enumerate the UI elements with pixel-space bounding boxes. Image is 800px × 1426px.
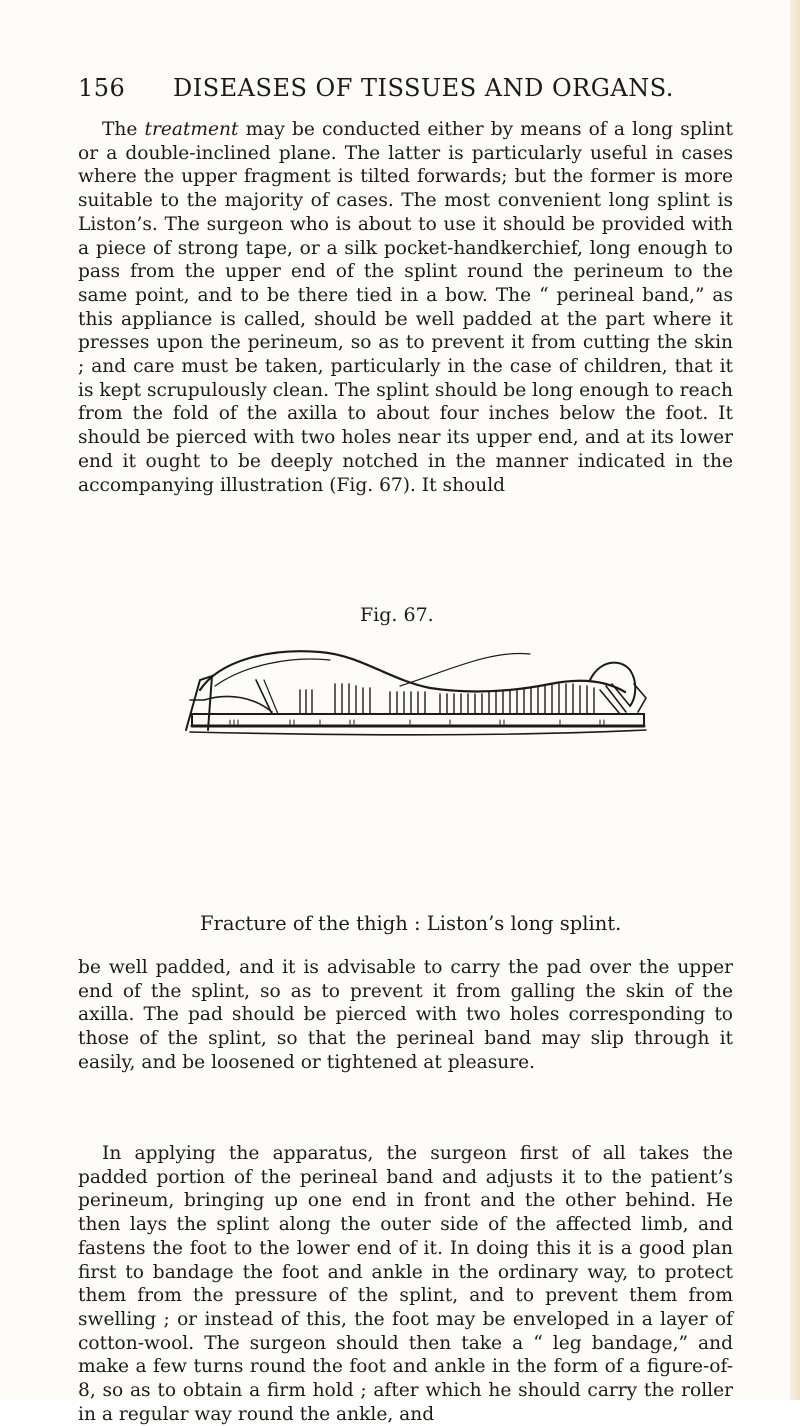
liston-splint-illustration <box>160 640 660 740</box>
paragraph-body: may be conducted either by means of a long splint or a double-inclined plane. The latter is particularly useful in cases where the upper fragment is tilted forwards; but the former is more suitable to the majority of cases. The most convenient long splint is Liston’s. The surgeon who is about to use it should be provided with a piece of strong tape, or a silk pocket-handkerchief, long enough to pass from the upper end of the splint round the perineum to the same point, and to be there tied in a bow. The “ perineal band,” as this appliance is called, should be well padded at the part where it presses upon the perineum, so as to prevent it from cutting the skin ; and care must be taken, particularly in the case of children, that it is kept scrupulously clean. The splint should be long enough to reach from the fold of the axilla to about four inches below the foot. It should be pierced with two holes near its upper end, and at its lower end it ought to be deeply notched in the manner indicated in the accompanying illustration (Fig. 67). It should <box>78 119 733 496</box>
figure-caption: Fracture of the thigh : Liston’s long splint. <box>200 912 622 935</box>
emphasis-treatment: treatment <box>144 119 239 140</box>
paragraph-applying: In applying the apparatus, the surgeon first of all takes the padded portion of the perineal band and adjusts it to the patient’s perineum, bringing up one end in front and the other behind. He then lays the splint along the outer side of the affected limb, and fastens the foot to the lower end of it. In doing this it is a good plan first to bandage the foot and ankle in the ordinary way, to protect them from the pressure of the splint, and to prevent them from swelling ; or instead of this, the foot may be enveloped in a layer of cotton-wool. The surgeon should then take a “ leg bandage,” and make a few turns round the foot and ankle in the form of a figure-of-8, so as to obtain a firm hold ; after which he should carry the roller in a regular way round the ankle, and <box>78 1143 733 1425</box>
paragraph-padding: be well padded, and it is advisable to carry the pad over the upper end of the splint, so as to prevent it from galling the skin of the axilla. The pad should be pierced with two holes corresponding to those of the splint, so that the perineal band may slip through it easily, and be loosened or tightened at pleasure. <box>78 957 733 1073</box>
paragraph-treatment <box>78 118 733 497</box>
page-edge <box>790 0 800 1400</box>
page-number: 156 <box>78 74 126 102</box>
running-title: DISEASES OF TISSUES AND ORGANS. <box>173 74 674 102</box>
paragraph-lead: The <box>102 119 145 140</box>
figure-label: Fig. 67. <box>360 604 434 626</box>
